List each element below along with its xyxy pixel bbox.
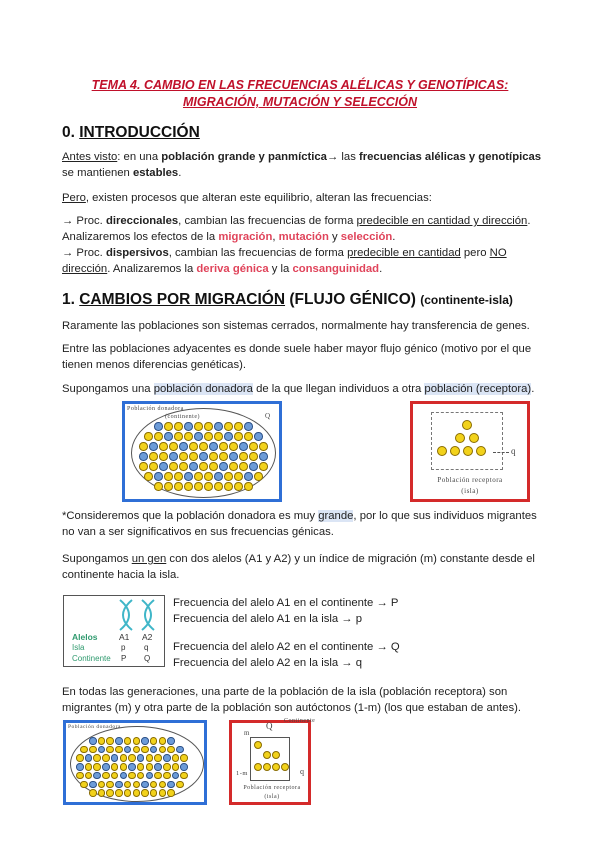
yellow-individual-icon: [149, 462, 158, 471]
blue-individual-icon: [179, 442, 188, 451]
blue-individual-icon: [139, 452, 148, 461]
blue-individual-icon: [150, 746, 158, 754]
yellow-individual-icon: [163, 763, 171, 771]
freq-a2-continent: Frecuencia del alelo A2 en el continente → Q: [173, 641, 400, 653]
yellow-individual-icon: [102, 754, 110, 762]
blue-individual-icon: [111, 754, 119, 762]
doc-title-line1: TEMA 4. CAMBIO EN LAS FRECUENCIAS ALÉLICAS Y GENOTÍPICAS:: [91, 78, 509, 92]
yellow-individual-icon: [106, 789, 114, 797]
table-continente-a1: P: [121, 654, 127, 663]
fig2-continent-label: Continente: [284, 718, 316, 724]
freq-a1-continent: Frecuencia del alelo A1 en el continente → P: [173, 597, 399, 609]
yellow-individual-icon: [159, 781, 167, 789]
receptor-face-icon: [463, 446, 473, 456]
blue-individual-icon: [89, 737, 97, 745]
blue-individual-icon: [184, 472, 193, 481]
yellow-individual-icon: [150, 789, 158, 797]
table-head-a1: A1: [119, 632, 130, 642]
yellow-individual-icon: [154, 482, 163, 491]
yellow-individual-icon: [167, 746, 175, 754]
yellow-individual-icon: [106, 737, 114, 745]
yellow-individual-icon: [85, 763, 93, 771]
yellow-individual-icon: [150, 781, 158, 789]
receptor-face-icon: [437, 446, 447, 456]
yellow-individual-icon: [159, 452, 168, 461]
blue-individual-icon: [115, 781, 123, 789]
blue-individual-icon: [154, 763, 162, 771]
yellow-individual-icon: [93, 763, 101, 771]
allele-table-figure: [63, 595, 165, 667]
yellow-individual-icon: [164, 482, 173, 491]
yellow-individual-icon: [184, 432, 193, 441]
yellow-individual-icon: [93, 754, 101, 762]
table-row-continente: Continente: [72, 654, 111, 663]
blue-individual-icon: [102, 763, 110, 771]
donor-population-figure: [122, 401, 282, 502]
receptor-face-icon: [476, 446, 486, 456]
yellow-individual-icon: [229, 462, 238, 471]
blue-individual-icon: [141, 737, 149, 745]
receptor-face-icon: [263, 763, 271, 771]
yellow-individual-icon: [234, 472, 243, 481]
donor-individuals-2: [76, 737, 194, 797]
migration-paragraph-4: *Consideremos que la población donadora es muy grande, por lo que sus individuos migrantes no van a ser significativos en sus frecuencias génicas.: [62, 510, 537, 538]
yellow-individual-icon: [239, 452, 248, 461]
yellow-individual-icon: [167, 789, 175, 797]
yellow-individual-icon: [115, 789, 123, 797]
blue-individual-icon: [239, 442, 248, 451]
blue-individual-icon: [254, 432, 263, 441]
yellow-individual-icon: [219, 452, 228, 461]
table-continente-a2: Q: [144, 654, 151, 663]
yellow-individual-icon: [154, 754, 162, 762]
yellow-individual-icon: [154, 772, 162, 780]
blue-individual-icon: [85, 754, 93, 762]
yellow-individual-icon: [184, 482, 193, 491]
receptor-face-icon: [254, 741, 262, 749]
yellow-individual-icon: [224, 472, 233, 481]
blue-individual-icon: [115, 737, 123, 745]
yellow-individual-icon: [169, 442, 178, 451]
blue-individual-icon: [167, 781, 175, 789]
fig2-qi-mark: q: [300, 767, 305, 776]
receptor-face-icon: [281, 763, 289, 771]
blue-individual-icon: [167, 737, 175, 745]
yellow-individual-icon: [137, 763, 145, 771]
yellow-individual-icon: [199, 442, 208, 451]
yellow-individual-icon: [120, 754, 128, 762]
yellow-individual-icon: [199, 462, 208, 471]
yellow-individual-icon: [159, 442, 168, 451]
blue-individual-icon: [214, 472, 223, 481]
blue-individual-icon: [184, 422, 193, 431]
yellow-individual-icon: [204, 432, 213, 441]
blue-individual-icon: [169, 452, 178, 461]
yellow-individual-icon: [179, 462, 188, 471]
blue-individual-icon: [89, 781, 97, 789]
blue-individual-icon: [159, 462, 168, 471]
blue-individual-icon: [98, 746, 106, 754]
receptor-q-mark: q: [511, 446, 516, 456]
yellow-individual-icon: [159, 746, 167, 754]
migration-paragraph-6: En todas las generaciones, una parte de la población de la isla (población receptora) son: [62, 686, 508, 698]
yellow-individual-icon: [249, 442, 258, 451]
receptor-face-icon: [450, 446, 460, 456]
yellow-individual-icon: [174, 472, 183, 481]
yellow-individual-icon: [139, 462, 148, 471]
receptor-face-icon: [462, 420, 472, 430]
yellow-individual-icon: [174, 422, 183, 431]
blue-individual-icon: [137, 754, 145, 762]
yellow-individual-icon: [189, 442, 198, 451]
yellow-individual-icon: [219, 442, 228, 451]
yellow-individual-icon: [214, 482, 223, 491]
yellow-individual-icon: [124, 737, 132, 745]
migration-paragraph-2b: tienen menos diferencias genéticas).: [62, 359, 246, 371]
blue-individual-icon: [120, 772, 128, 780]
yellow-individual-icon: [249, 452, 258, 461]
yellow-individual-icon: [194, 482, 203, 491]
blue-individual-icon: [189, 462, 198, 471]
yellow-individual-icon: [259, 442, 268, 451]
yellow-individual-icon: [254, 472, 263, 481]
yellow-individual-icon: [234, 432, 243, 441]
yellow-individual-icon: [180, 754, 188, 762]
yellow-individual-icon: [133, 789, 141, 797]
yellow-individual-icon: [194, 422, 203, 431]
yellow-individual-icon: [244, 482, 253, 491]
donor-population-figure-2: [63, 720, 207, 805]
yellow-individual-icon: [209, 452, 218, 461]
yellow-individual-icon: [189, 452, 198, 461]
blue-individual-icon: [224, 432, 233, 441]
fig2-1m-mark: 1-m: [236, 770, 248, 777]
yellow-individual-icon: [146, 754, 154, 762]
migration-paragraph-2: Entre las poblaciones adyacentes es donde suele haber mayor flujo génico (motivo por el que: [62, 343, 532, 355]
yellow-individual-icon: [224, 422, 233, 431]
yellow-individual-icon: [139, 442, 148, 451]
yellow-individual-icon: [224, 482, 233, 491]
yellow-individual-icon: [98, 789, 106, 797]
yellow-individual-icon: [137, 772, 145, 780]
blue-individual-icon: [194, 432, 203, 441]
blue-individual-icon: [244, 422, 253, 431]
blue-individual-icon: [180, 763, 188, 771]
blue-individual-icon: [149, 442, 158, 451]
yellow-individual-icon: [180, 772, 188, 780]
yellow-individual-icon: [234, 482, 243, 491]
blue-individual-icon: [214, 422, 223, 431]
yellow-individual-icon: [80, 781, 88, 789]
yellow-individual-icon: [76, 754, 84, 762]
yellow-individual-icon: [159, 789, 167, 797]
yellow-individual-icon: [111, 763, 119, 771]
yellow-individual-icon: [133, 746, 141, 754]
yellow-individual-icon: [133, 781, 141, 789]
blue-individual-icon: [76, 763, 84, 771]
receptor-label-2: Población receptora: [243, 785, 301, 791]
migration-paragraph-6b: migrantes (m) y otra parte de la población son autóctonos (1-m) (los que estaban de antes).: [62, 702, 522, 714]
yellow-individual-icon: [176, 781, 184, 789]
donor-sublabel: (continente): [165, 414, 200, 420]
yellow-individual-icon: [234, 422, 243, 431]
receptor-face-icon: [272, 763, 280, 771]
yellow-individual-icon: [154, 432, 163, 441]
intro-paragraph-1: Antes visto: en una población grande y panmíctica→ las frecuencias alélicas y genotípicas se mantienen estables.: [62, 151, 542, 179]
blue-individual-icon: [93, 772, 101, 780]
migration-paragraph-3: Supongamos una población donadora de la que llegan individuos a otra población (receptora).: [62, 383, 535, 395]
donor-label-2: Población donadora: [68, 724, 121, 730]
yellow-individual-icon: [133, 737, 141, 745]
table-isla-a1: p: [121, 643, 126, 652]
yellow-individual-icon: [150, 737, 158, 745]
yellow-individual-icon: [214, 432, 223, 441]
intro-paragraph-2: Pero, existen procesos que alteran este equilibrio, alteran las frecuencias:: [62, 192, 432, 204]
yellow-individual-icon: [120, 763, 128, 771]
yellow-individual-icon: [144, 432, 153, 441]
intro-paragraph-3: → Proc. direccionales, cambian las frecuencias de forma predecible en cantidad y dirección. Analizaremos los efectos de la migración, mutación y selección.: [62, 215, 531, 243]
donor-label: Población donadora: [127, 406, 184, 412]
yellow-individual-icon: [146, 763, 154, 771]
fig2-q-mark: Q: [266, 721, 273, 731]
yellow-individual-icon: [98, 781, 106, 789]
yellow-individual-icon: [209, 462, 218, 471]
blue-individual-icon: [229, 452, 238, 461]
blue-individual-icon: [172, 772, 180, 780]
yellow-individual-icon: [85, 772, 93, 780]
blue-individual-icon: [244, 472, 253, 481]
yellow-individual-icon: [76, 772, 84, 780]
dna-helix-icon: [116, 598, 160, 632]
blue-individual-icon: [128, 763, 136, 771]
migration-paragraph-5: Supongamos un gen con dos alelos (A1 y A2) y un índice de migración (m) constante desde el continente hacia la isla.: [62, 553, 535, 581]
yellow-individual-icon: [111, 772, 119, 780]
yellow-individual-icon: [169, 462, 178, 471]
blue-individual-icon: [199, 452, 208, 461]
receptor-face-icon: [263, 751, 271, 759]
receptor-face-icon: [272, 751, 280, 759]
yellow-individual-icon: [141, 746, 149, 754]
yellow-individual-icon: [128, 754, 136, 762]
blue-individual-icon: [124, 746, 132, 754]
blue-individual-icon: [146, 772, 154, 780]
blue-individual-icon: [164, 432, 173, 441]
section-1-heading: 1. CAMBIOS POR MIGRACIÓN (FLUJO GÉNICO) (continente-isla): [62, 291, 513, 308]
table-row-isla: Isla: [72, 643, 85, 652]
yellow-individual-icon: [204, 422, 213, 431]
yellow-individual-icon: [106, 746, 114, 754]
yellow-individual-icon: [124, 781, 132, 789]
yellow-individual-icon: [106, 781, 114, 789]
yellow-individual-icon: [163, 772, 171, 780]
receptor-sublabel-2: (isla): [264, 794, 280, 800]
blue-individual-icon: [249, 462, 258, 471]
blue-individual-icon: [154, 422, 163, 431]
yellow-individual-icon: [174, 482, 183, 491]
yellow-individual-icon: [128, 772, 136, 780]
receptor-population-figure: [410, 401, 530, 502]
receptor-face-icon: [254, 763, 262, 771]
blue-individual-icon: [259, 452, 268, 461]
freq-a2-island: Frecuencia del alelo A2 en la isla → q: [173, 657, 363, 669]
blue-individual-icon: [219, 462, 228, 471]
yellow-individual-icon: [174, 432, 183, 441]
blue-individual-icon: [154, 472, 163, 481]
table-isla-a2: q: [144, 643, 149, 652]
blue-individual-icon: [141, 781, 149, 789]
yellow-individual-icon: [172, 763, 180, 771]
yellow-individual-icon: [89, 746, 97, 754]
doc-title-line2: MIGRACIÓN, MUTACIÓN Y SELECCIÓN: [182, 95, 418, 109]
yellow-individual-icon: [144, 472, 153, 481]
receptor-population-figure-2: [229, 720, 311, 805]
table-head-alelos: Alelos: [72, 632, 98, 642]
blue-individual-icon: [176, 746, 184, 754]
yellow-individual-icon: [244, 432, 253, 441]
donor-q-mark: Q: [265, 412, 271, 420]
yellow-individual-icon: [102, 772, 110, 780]
yellow-individual-icon: [164, 422, 173, 431]
yellow-individual-icon: [115, 746, 123, 754]
yellow-individual-icon: [149, 452, 158, 461]
receptor-sublabel: (isla): [461, 487, 479, 495]
yellow-individual-icon: [159, 737, 167, 745]
yellow-individual-icon: [204, 482, 213, 491]
yellow-individual-icon: [194, 472, 203, 481]
intro-paragraph-4: → Proc. dispersivos, cambian las frecuencias de forma predecible en cantidad pero NO dirección. Analizaremos la deriva génica y la consanguinidad.: [62, 247, 507, 275]
freq-a1-island: Frecuencia del alelo A1 en la isla → p: [173, 613, 363, 625]
blue-individual-icon: [209, 442, 218, 451]
yellow-individual-icon: [80, 746, 88, 754]
table-head-a2: A2: [142, 632, 153, 642]
yellow-individual-icon: [172, 754, 180, 762]
yellow-individual-icon: [259, 462, 268, 471]
yellow-individual-icon: [141, 789, 149, 797]
arrow-line: [493, 452, 509, 453]
receptor-face-icon: [469, 433, 479, 443]
yellow-individual-icon: [164, 472, 173, 481]
blue-individual-icon: [163, 754, 171, 762]
yellow-individual-icon: [124, 789, 132, 797]
receptor-face-icon: [455, 433, 465, 443]
migration-paragraph-1: Raramente las poblaciones son sistemas cerrados, normalmente hay transferencia de genes.: [62, 320, 530, 332]
yellow-individual-icon: [89, 789, 97, 797]
yellow-individual-icon: [98, 737, 106, 745]
yellow-individual-icon: [229, 442, 238, 451]
section-0-heading: 0. INTRODUCCIÓN: [62, 124, 200, 141]
receptor-label: Población receptora: [437, 476, 503, 484]
yellow-individual-icon: [179, 452, 188, 461]
fig2-m-mark: m: [244, 729, 250, 737]
yellow-individual-icon: [204, 472, 213, 481]
yellow-individual-icon: [239, 462, 248, 471]
donor-individuals: [139, 422, 269, 492]
